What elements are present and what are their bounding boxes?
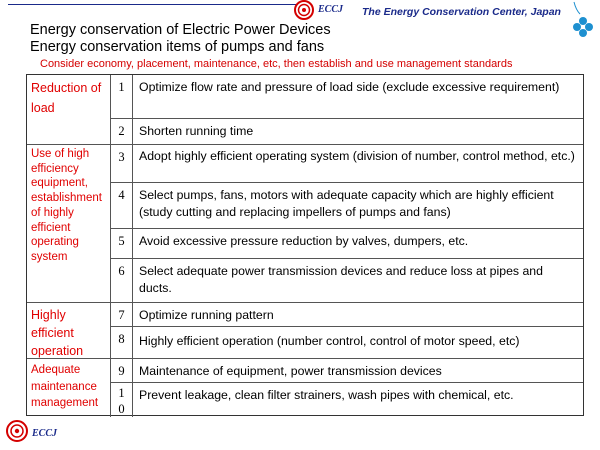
item-description: Select pumps, fans, motors with adequate capacity which are highly efficient (study cutting and replacing impellers of pumps and fans) (133, 183, 583, 229)
item-number: 7 (111, 303, 133, 327)
eccj-logo-icon (294, 0, 314, 20)
category-highly-efficient-operation: Highly efficient operation (27, 303, 111, 359)
item-number: 3 (111, 145, 133, 183)
item-number: 10 (111, 383, 133, 417)
item-number: 8 (111, 327, 133, 359)
header-rule (8, 4, 298, 5)
item-number: 5 (111, 229, 133, 259)
item-number: 9 (111, 359, 133, 383)
org-full-name: The Energy Conservation Center, Japan (362, 6, 561, 18)
item-description: Optimize flow rate and pressure of load side (exclude excessive requirement) (133, 75, 583, 119)
category-high-efficiency-equipment: Use of high efficiency equipment, establishment of highly efficient operating system (27, 145, 111, 303)
item-description: Adopt highly efficient operating system (division of number, control method, etc.) (133, 145, 583, 183)
item-number: 6 (111, 259, 133, 303)
category-adequate-maintenance: Adequate maintenance management (27, 359, 111, 417)
org-short-name: ECCJ (318, 4, 344, 15)
footer-org-short-name: ECCJ (32, 428, 58, 439)
page-subtitle: Energy conservation items of pumps and fans (30, 39, 325, 55)
item-number: 1 (111, 75, 133, 119)
category-reduction-of-load: Reduction of load (27, 75, 111, 145)
clover-logo-icon (570, 0, 596, 40)
measures-table (26, 74, 584, 416)
item-description: Shorten running time (133, 119, 583, 145)
item-description: Prevent leakage, clean filter strainers, wash pipes with chemical, etc. (139, 388, 514, 402)
item-description: Select adequate power transmission devices and reduce loss at pipes and ducts. (133, 259, 583, 303)
item-description: Highly efficient operation (number control, control of motor speed, etc) (133, 327, 583, 359)
guidance-note: Consider economy, placement, maintenance, etc, then establish and use management standards (40, 58, 513, 70)
item-description: Maintenance of equipment, power transmission devices (133, 359, 583, 383)
item-description: Optimize running pattern (133, 303, 583, 327)
page-title: Energy conservation of Electric Power Devices (30, 22, 331, 38)
item-number: 4 (111, 183, 133, 229)
page-header (0, 0, 600, 24)
item-number: 2 (111, 119, 133, 145)
eccj-footer-logo-icon (6, 420, 28, 442)
item-description: Avoid excessive pressure reduction by valves, dumpers, etc. (133, 229, 583, 259)
